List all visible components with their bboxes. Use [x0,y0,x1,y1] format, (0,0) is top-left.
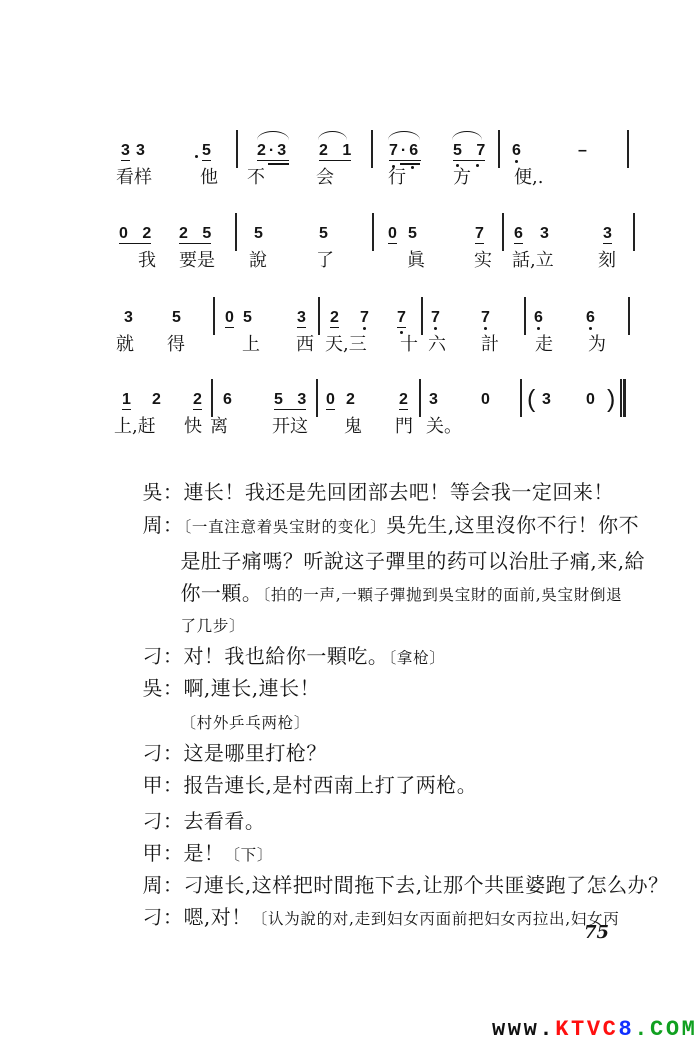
lyric: 他 [200,167,218,188]
note: 5 [319,225,328,242]
note: 2 [152,391,161,408]
barline [524,297,526,335]
dialogue-line [115,849,669,897]
note: 2 [346,391,355,408]
dialogue-line [115,620,446,668]
barline [213,297,215,335]
lyric: 走 [535,334,553,355]
stage-direction: 〔村外乒乓两枪〕 [180,714,311,732]
barline [502,213,504,251]
speaker-label: 刁： [142,741,184,765]
lyric: 为 [588,334,606,355]
lyric: 眞 [407,250,425,271]
slur-arc [318,131,347,140]
lyric: 要是 [179,250,215,271]
speaker-label: 吳： [142,480,184,504]
speech-text: 这是哪里打枪？ [183,741,327,765]
lyric: 十 [400,334,418,355]
speaker-label: 刁： [142,809,184,833]
stage-direction: 了几步〕 [180,617,246,635]
lyric: 西 [296,334,314,355]
note: 6 [512,142,521,159]
watermark-prefix: www. [492,1017,556,1042]
stage-direction: 〔拍的一声,一顆子彈抛到吳宝財的面前,吳宝財倒退 [262,586,623,604]
lyric: 天,三 [325,334,367,355]
octave-dot-below [589,327,592,330]
note: 5 [254,225,263,242]
octave-dot-below [484,327,487,330]
lyric: 开这 [272,416,308,437]
score-row-2 [0,225,700,285]
lyric: 了 [316,250,334,271]
speaker-label: 甲： [142,773,184,797]
speaker-label: 周： [142,513,184,537]
note: 3 [136,142,145,159]
note-group: 5 7 [453,142,486,159]
lyric: 上 [242,334,260,355]
dialogue-line-continued [153,588,246,635]
stage-direction: 〔拿枪〕 [388,649,446,667]
note: 3 [540,225,549,242]
barline [371,130,373,168]
speaker-label: 吳： [142,676,184,700]
lyric: 便,. [514,167,544,188]
lyric: 实 [474,250,492,271]
note: 7 [360,309,369,326]
note: 0 [326,391,335,408]
lyric: 六 [428,334,446,355]
note-group: 2·3 [257,142,290,159]
dialogue-line [115,652,321,700]
barline [421,297,423,335]
note: 3 [121,142,130,159]
barline [236,130,238,168]
octave-dot-below [411,166,414,169]
stage-direction: 〔一直注意着吳宝財的变化〕 [183,518,387,536]
barline [627,130,629,168]
dialogue-line [115,489,640,537]
speech-text: 吳先生,这里沒你不行！你不 [386,513,640,537]
lyric: 就 [116,334,134,355]
lyric: 关。 [426,416,462,437]
lyric: 我 [138,250,156,271]
score-row-1 [0,142,700,202]
barline [419,379,421,417]
note: 3 [542,391,551,408]
barline [498,130,500,168]
stage-direction: 〔下〕 [224,846,274,864]
note: 3 [603,225,612,242]
barline [372,213,374,251]
dialogue-line-continued [153,557,623,605]
speech-text: 是肚子痛嗎？听說这子彈里的药可以治肚子痛,来,給 [180,549,646,573]
note: 6 [514,225,523,242]
note: 3 [297,309,306,326]
lyric: 門 [395,416,413,437]
note: 5 [408,225,417,242]
speech-text: 你一顆。 [180,581,263,605]
lyric: 看样 [116,167,152,188]
note: 0 [586,391,595,408]
speech-text: 去看看。 [183,809,266,833]
score-row-3 [0,309,700,369]
dialogue-line [115,749,478,797]
slur-arc [452,131,482,140]
note: 7 [481,309,490,326]
note-group: 0 2 [119,225,152,242]
octave-dot-below [515,160,518,163]
note: 6 [534,309,543,326]
lyric: 行 [388,167,406,188]
dialogue-line-continued [153,525,646,573]
slur-arc [257,131,289,140]
lyric: 上,赶 [114,416,156,437]
second-underline [400,163,420,165]
barline [316,379,318,417]
score-row-4 [0,385,700,451]
note: 3 [124,309,133,326]
note: 6 [223,391,232,408]
note-group: 7·6 [389,142,422,159]
note: 2 [193,391,202,408]
note: 7 [475,225,484,242]
barline [633,213,635,251]
octave-dot-below [537,327,540,330]
note: 0 [225,309,234,326]
stage-direction: 〔认为說的对,走到妇女丙面前把妇女丙拉出,妇女丙 [251,910,620,928]
speaker-label: 刁： [142,905,184,929]
note: 5 [243,309,252,326]
lyric: 計 [481,334,499,355]
dialogue-line [115,717,327,765]
note: 7 [431,309,440,326]
note: 3 [429,391,438,408]
close-paren: ) [607,385,616,413]
note: 1 [122,391,131,408]
note: 0 [481,391,490,408]
lyric: 鬼 [344,416,362,437]
speaker-label: 甲： [142,841,184,865]
speech-text: 啊,連长,連长！ [183,676,321,700]
note-group: 2 1 [319,142,352,159]
lyric: 方 [453,167,471,188]
dialogue-line [115,881,620,929]
note: 7 [397,309,406,326]
slur-arc [388,131,420,140]
dialogue-line [115,785,266,833]
octave-dot-below [476,164,479,167]
barline [235,213,237,251]
speech-text: 对！我也給你一顆吃。 [183,644,389,668]
speech-text: 嗯,对！ [183,905,252,929]
lyric: 快 [184,416,202,437]
final-barline-thick [623,379,626,417]
watermark-digit: 8 [618,1017,635,1042]
lyric: 不 [247,167,265,188]
speaker-label: 刁： [142,644,184,668]
augmentation-dot [195,155,198,158]
note: 5 [202,142,211,159]
lyric: 离 [210,416,228,437]
lyric: 話,立 [512,250,554,271]
watermark-suffix: .COM [634,1017,698,1042]
open-paren: ( [527,385,536,413]
watermark-brand: KTVC [555,1017,619,1042]
barline [318,297,320,335]
note: 6 [586,309,595,326]
octave-dot-below [363,327,366,330]
final-barline-thin [620,379,622,417]
sustain-dash: – [578,142,587,159]
page-number: 75 [584,922,610,943]
lyric: 說 [249,250,267,271]
barline [520,379,522,417]
second-underline [268,163,289,165]
note-group: 2 5 [179,225,212,242]
note: 2 [399,391,408,408]
lyric: 刻 [598,250,616,271]
octave-dot-below [434,327,437,330]
speech-text: 刁連长,这样把时間拖下去,让那个共匪婆跑了怎么办？ [183,873,669,897]
note: 0 [388,225,397,242]
speaker-label: 周： [142,873,184,897]
speech-text: 报告連长,是村西南上打了两枪。 [183,773,478,797]
note: 2 [330,309,339,326]
dialogue-line [115,456,614,504]
speech-text: 連长！我还是先回团部去吧！等会我一定回来！ [183,480,614,504]
dialogue-line [115,817,274,865]
site-watermark [492,1018,697,1042]
barline [628,297,630,335]
barline [211,379,213,417]
lyric: 会 [316,167,334,188]
speech-text: 是！ [183,841,225,865]
lyric: 得 [167,334,185,355]
stage-direction-line [153,685,311,732]
note-group: 5 3 [274,391,307,408]
note: 5 [172,309,181,326]
